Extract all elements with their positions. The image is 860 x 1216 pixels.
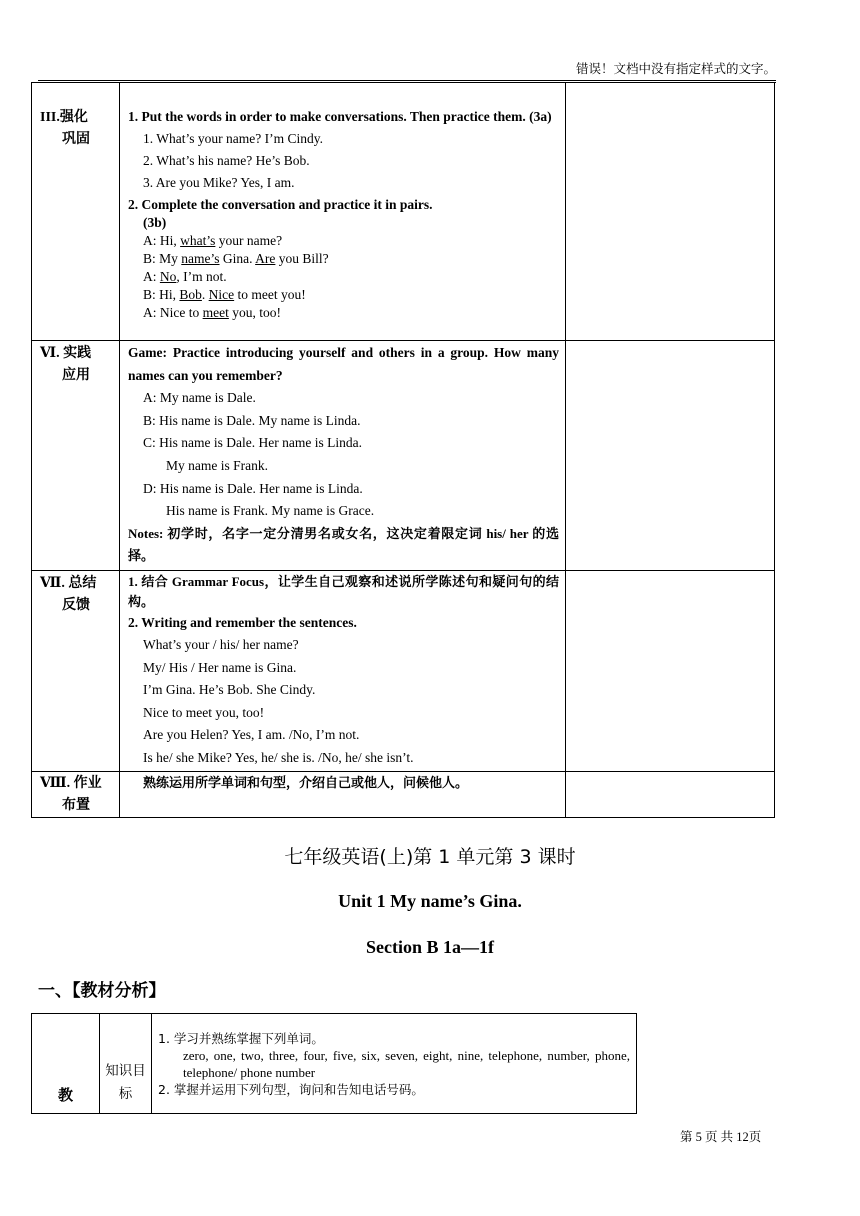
dialogue-line: His name is Frank. My name is Grace. — [166, 503, 375, 519]
stage-cell: Ⅶ. 总结 反馈 — [32, 570, 120, 772]
analysis-table — [31, 1013, 637, 1114]
task-heading: 1. Put the words in order to make conversations. Then practice them. (3a) — [128, 109, 552, 124]
homework-text: 熟练运用所学单词和句型，介绍自己或他人，问候他人。 — [143, 775, 469, 791]
table-row — [32, 570, 775, 772]
text-line: 1. What’s your name? I’m Cindy. — [143, 131, 323, 146]
knowledge-goal-label: 知识目标 — [100, 1014, 152, 1114]
objective-item: 2. 掌握并运用下列句型，询问和告知电话号码。 — [158, 1082, 424, 1097]
content-cell — [120, 341, 566, 571]
dialogue-line: D: His name is Dale. Her name is Linda. — [143, 480, 363, 496]
dialogue-line: B: His name is Dale. My name is Linda. — [143, 412, 361, 428]
text-line: My/ His / Her name is Gina. — [143, 659, 297, 675]
text-line: I’m Gina. He’s Bob. She Cindy. — [143, 682, 316, 698]
dialogue-line: C: His name is Dale. Her name is Linda. — [143, 435, 362, 451]
dialogue-line: A: My name is Dale. — [143, 390, 256, 406]
section-title: Section B 1a—1f — [366, 937, 494, 957]
dialogue-line: B: My name’s Gina. Are you Bill? — [143, 251, 329, 266]
dialogue-line: B: Hi, Bob. Nice to meet you! — [143, 287, 306, 302]
lesson-plan-table — [31, 82, 775, 818]
table-row — [32, 83, 775, 341]
section-heading: 一、【教材分析】 — [38, 981, 166, 1001]
task-heading: 1. 结合 Grammar Focus，让学生自己观察和述说所学陈述句和疑问句的结构。 — [128, 573, 559, 609]
content-cell — [120, 772, 566, 818]
objectives-cell — [152, 1014, 637, 1114]
content-cell — [120, 570, 566, 772]
text-line: Nice to meet you, too! — [143, 704, 265, 720]
notes-cell — [566, 83, 775, 341]
teaching-label: 教 — [32, 1014, 100, 1114]
task-heading: 2. Writing and remember the sentences. — [128, 614, 357, 630]
dialogue-line: A: Nice to meet you, too! — [143, 305, 281, 320]
page-footer: 第 5 页 共 12页 — [680, 1130, 762, 1144]
text-line: 2. What’s his name? He’s Bob. — [143, 153, 310, 168]
text-line: Is he/ she Mike? Yes, he/ she is. /No, he/ she isn’t. — [143, 749, 414, 765]
stage-cell: Ⅷ. 作业 布置 — [32, 772, 120, 818]
text-line: 3. Are you Mike? Yes, I am. — [143, 175, 295, 190]
text-line: (3b) — [143, 215, 167, 230]
vocabulary-list: zero, one, two, three, four, five, six, seven, eight, nine, telephone, number, phone, telephone/ phone number — [183, 1048, 630, 1080]
notes-cell — [566, 570, 775, 772]
table-row — [32, 341, 775, 571]
unit-title: Unit 1 My name’s Gina. — [338, 891, 522, 911]
notes-text: Notes: 初学时，名字一定分清男名或女名，这决定着限定词 his/ her 的选择。 — [128, 525, 559, 564]
objective-item: 1. 学习并熟练掌握下列单词。 — [158, 1031, 324, 1046]
text-line: Are you Helen? Yes, I am. /No, I’m not. — [143, 727, 360, 743]
table-row — [32, 1014, 637, 1114]
dialogue-line: A: Hi, what’s your name? — [143, 233, 283, 248]
notes-cell — [566, 772, 775, 818]
stage-cell: III.强化 巩固 — [32, 83, 120, 341]
task-heading: 2. Complete the conversation and practice it in pairs. — [128, 197, 433, 212]
dialogue-line: A: No, I’m not. — [143, 269, 227, 284]
task-heading: Game: Practice introducing yourself and others in a group. How many names can you remember? — [128, 345, 559, 383]
dialogue-line: My name is Frank. — [166, 457, 268, 473]
stage-cell: Ⅵ. 实践 应用 — [32, 341, 120, 571]
text-line: What’s your / his/ her name? — [143, 637, 299, 653]
table-row — [32, 772, 775, 818]
page-header: 错误！文档中没有指定样式的文字。 — [38, 60, 776, 83]
lesson-title: 七年级英语(上)第 1 单元第 3 课时 — [284, 846, 576, 868]
content-cell — [120, 83, 566, 341]
notes-cell — [566, 341, 775, 571]
